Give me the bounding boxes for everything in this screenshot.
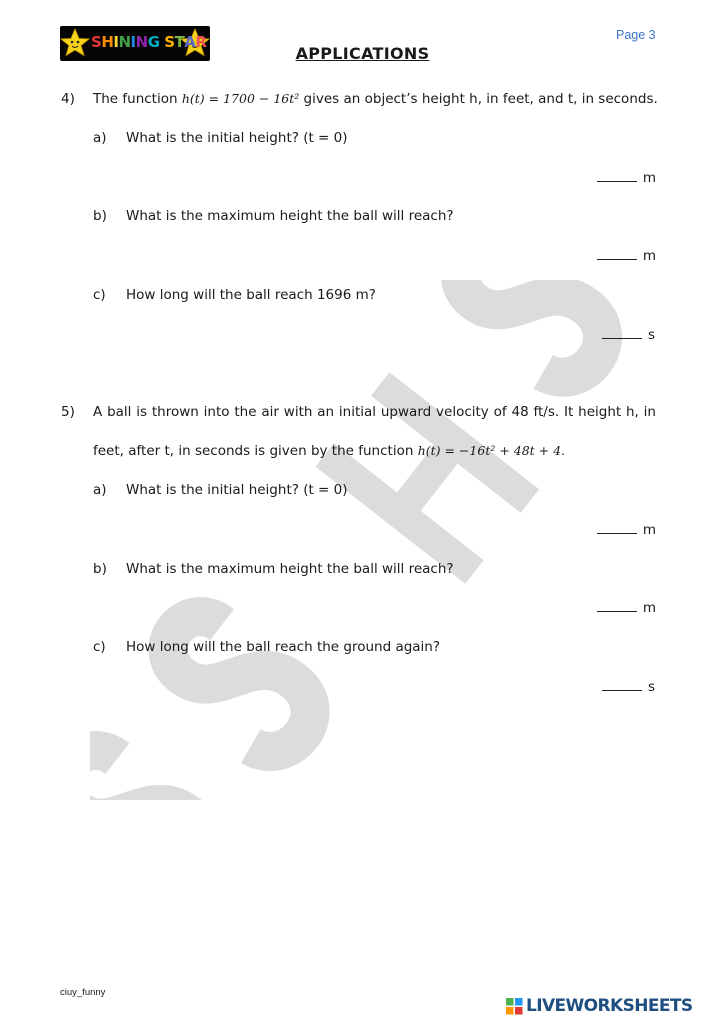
answer-blank[interactable] — [602, 327, 642, 339]
q5a-label: a) — [93, 482, 107, 498]
sshs-watermark — [90, 280, 650, 800]
q4a-label: a) — [93, 130, 107, 146]
question-5-number: 5) — [61, 404, 75, 420]
q4c-answer[interactable]: s — [602, 327, 655, 343]
q5c-text: How long will the ball reach the ground again? — [126, 639, 441, 655]
q5c-answer[interactable]: s — [602, 679, 655, 695]
question-5-line2: feet, after t, in seconds is given by the function h(t) = −16t² + 48t + 4. — [93, 443, 566, 459]
answer-blank[interactable] — [602, 679, 642, 691]
liveworksheets-icon — [506, 998, 523, 1015]
author-username: ciuy_funny — [60, 987, 106, 998]
q5b-answer[interactable]: m — [597, 600, 656, 616]
answer-blank[interactable] — [597, 522, 637, 534]
q4b-text: What is the maximum height the ball will reach? — [126, 208, 454, 224]
q5c-label: c) — [93, 639, 106, 655]
liveworksheets-brand[interactable] — [506, 996, 693, 1016]
answer-blank[interactable] — [597, 170, 637, 182]
q5b-text: What is the maximum height the ball will reach? — [126, 561, 454, 577]
question-5-line1: A ball is thrown into the air with an initial upward velocity of 48 ft/s. It height h, in — [93, 404, 656, 420]
logo-text: SHINING STAR — [91, 33, 207, 51]
q4a-answer[interactable]: m — [597, 170, 656, 186]
q4c-label: c) — [93, 287, 106, 303]
question-5-formula: h(t) = −16t² + 48t + 4. — [417, 443, 566, 458]
q4c-text: How long will the ball reach 1696 m? — [126, 287, 376, 303]
q5a-text: What is the initial height? (t = 0) — [126, 482, 348, 498]
answer-blank[interactable] — [597, 248, 637, 260]
q5b-label: b) — [93, 561, 107, 577]
question-4-formula: h(t) = 1700 − 16t² — [181, 91, 300, 106]
question-4-number: 4) — [61, 91, 75, 107]
liveworksheets-text: LIVEWORKSHEETS — [526, 996, 693, 1016]
answer-blank[interactable] — [597, 600, 637, 612]
q4a-text: What is the initial height? (t = 0) — [126, 130, 348, 146]
question-4-text: The function h(t) = 1700 − 16t² gives an object’s height h, in feet, and t, in seconds. — [93, 91, 658, 107]
page-title: APPLICATIONS — [295, 44, 430, 63]
q4b-label: b) — [93, 208, 107, 224]
page-number: Page 3 — [616, 28, 656, 42]
q5a-answer[interactable]: m — [597, 522, 656, 538]
q4b-answer[interactable]: m — [597, 248, 656, 264]
